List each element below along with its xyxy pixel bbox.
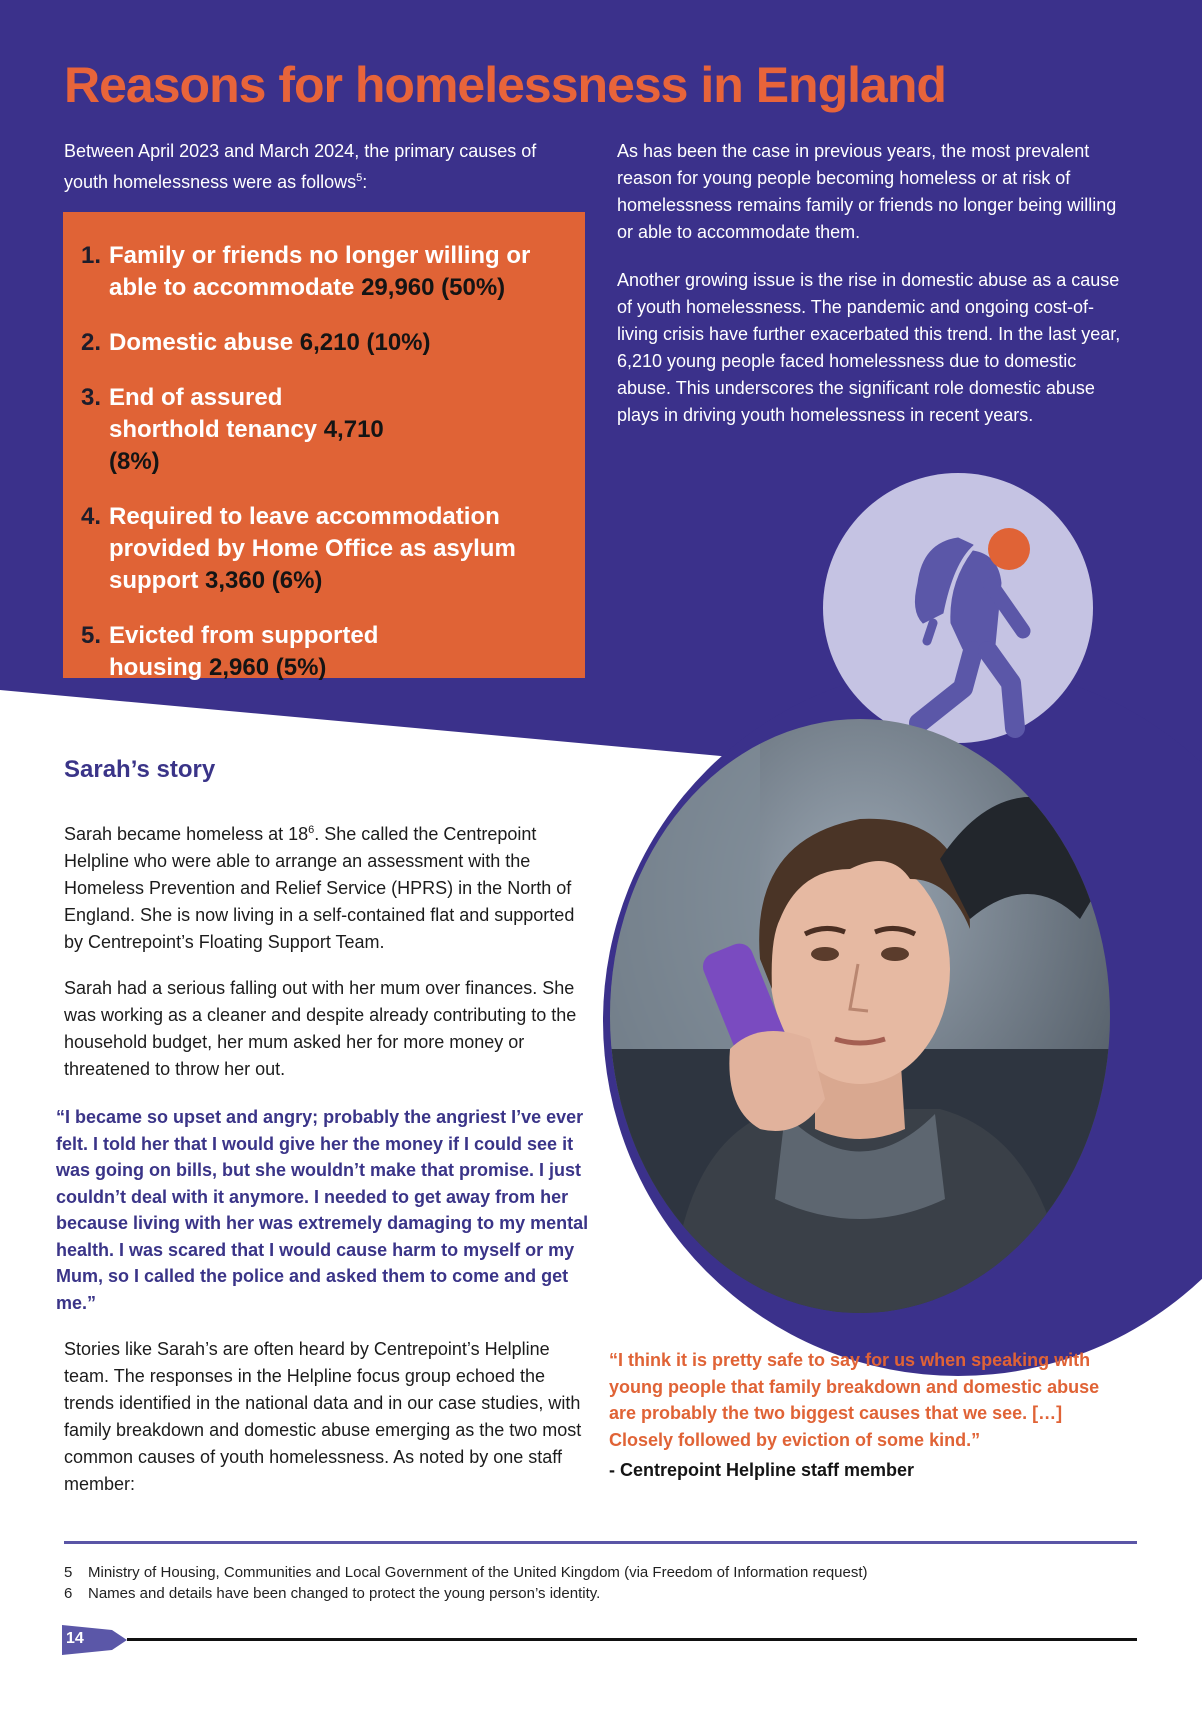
story-heading: Sarah’s story (64, 756, 216, 783)
cause-figure: 2,960 (5%) (209, 654, 327, 681)
page-number: 14 (66, 1630, 84, 1647)
cause-item-3: 3. End of assured shorthold tenancy 4,710 (8%) (81, 384, 384, 475)
person-walking-with-backpack-icon (823, 473, 1093, 743)
causes-list (63, 212, 585, 684)
staff-quote-attribution: - Centrepoint Helpline staff member (609, 1460, 915, 1480)
right-paragraph-1: As has been the case in previous years, the most prevalent reason for young people becoming homeless or at risk of homelessness remains family or friends no longer being willing or able to accommodate them. (617, 141, 1117, 242)
cause-item-1: 1. Family or friends no longer willing or able to accommodate 29,960 (50%) (81, 242, 531, 301)
page-footer-line (127, 1638, 1137, 1641)
page-title: Reasons for homelessness in England (64, 57, 946, 113)
cause-item-4: 4. Required to leave accommodation provided by Home Office as asylum support 3,360 (6%) (81, 503, 516, 594)
cause-figure: 4,710 (8%) (109, 416, 384, 475)
footnotes (64, 1562, 1124, 1604)
footnote-ref-6[interactable]: 6 (308, 824, 315, 836)
right-paragraph-2: Another growing issue is the rise in domestic abuse as a cause of youth homelessness. The pandemic and ongoing cost-of-living crisis have further exacerbated this trend. In the last year, 6,210 young people faced homelessness due to domestic abuse. This underscores the significant role domestic abuse plays in driving youth homelessness in recent years. (617, 270, 1121, 425)
footnote-ref-5[interactable]: 5 (356, 172, 363, 184)
footnote-divider (64, 1541, 1137, 1544)
intro-text: Between April 2023 and March 2024, the primary causes of youth homelessness were as follows$^5$: (64, 141, 537, 192)
story-paragraph-1: Sarah became homeless at $18^6$. She called the Centrepoint Helpline who were able to arrange an assessment with the Homeless Prevention and Relief Service (HPRS) in the North of England. She is now living in a self-contained flat and supported by Centrepoint’s Floating Support Team. (64, 824, 575, 952)
cause-item-2: 2. Domestic abuse 6,210 (10%) (81, 329, 431, 356)
staff-quote: “I think it is pretty safe to say for us when speaking with young people that family breakdown and domestic abuse are probably the two biggest causes that we see. […] Closely followed by eviction of some kind.” (609, 1350, 1100, 1450)
sarah-quote: “I became so upset and angry; probably the angriest I’ve ever felt. I told her that I would give her the money if I could see it was going on bills, but she wouldn’t make that promise. I just couldn’t deal with it anymore. I needed to get away from her because living with her was extremely damaging to my mental health. I was scared that I would cause harm to myself or my Mum, so I called the police and asked them to come and get me.” (56, 1107, 589, 1313)
teen-on-phone-photo (610, 719, 1110, 1313)
cause-figure: 3,360 (6%) (205, 567, 323, 594)
cause-figure: 29,960 (50%) (361, 274, 506, 301)
causes-box (63, 212, 585, 681)
story-paragraph-3: Stories like Sarah’s are often heard by Centrepoint’s Helpline team. The responses in the Helpline focus group echoed the trends identified in the national data and in our case studies, with family breakdown and domestic abuse emerging as the two most common causes of youth homelessness. As noted by one staff member: (64, 1339, 582, 1494)
cause-figure: 6,210 (10%) (299, 329, 431, 356)
story-paragraph-2: Sarah had a serious falling out with her mum over finances. She was working as a cleaner and despite already contributing to the household budget, her mum asked her for more money or threatened to throw her out. (64, 978, 577, 1079)
cause-item-5: 5. Evicted from supported housing 2,960 (5%) (81, 622, 379, 681)
footnote-6: 6 Names and details have been changed to protect the young person’s identity. (64, 1585, 601, 1602)
footnote-5: 5 Ministry of Housing, Communities and Local Government of the United Kingdom (via Freedom of Information request) (64, 1564, 868, 1581)
